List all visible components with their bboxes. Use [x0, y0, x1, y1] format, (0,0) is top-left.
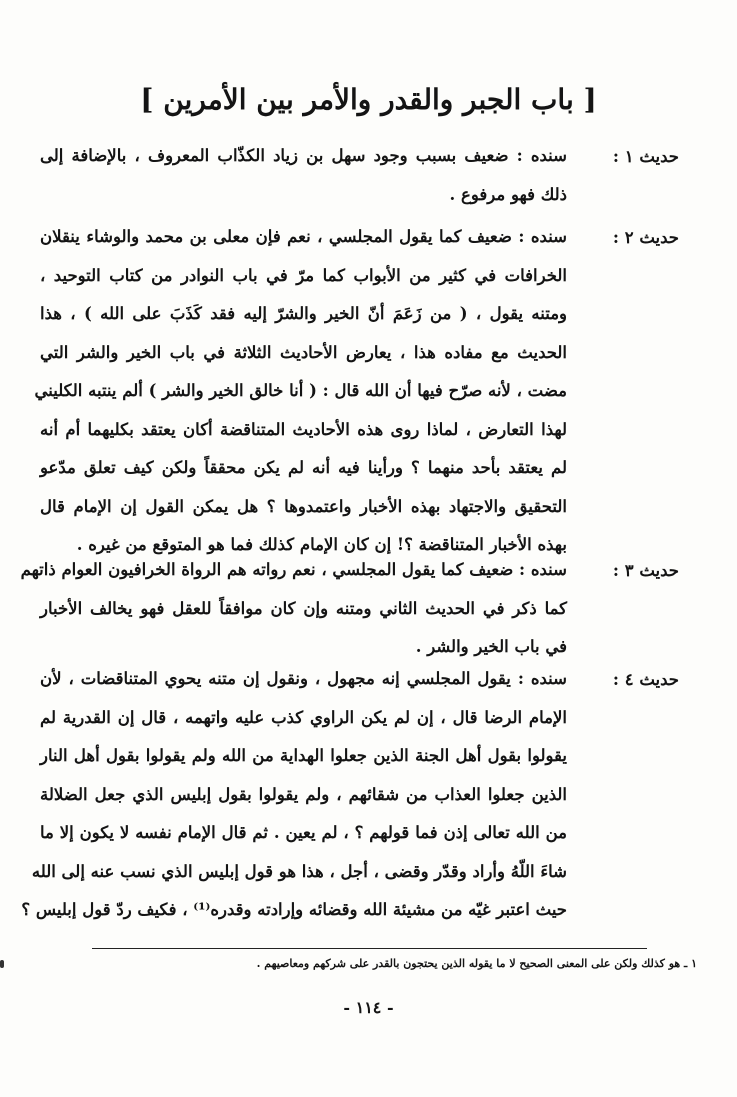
text-line: سنده : يقول المجلسي إنه مجهول ، ونقول إن متنه يحوي المتناقضات ، لأن: [40, 669, 567, 688]
hadith-1: [40, 137, 679, 214]
text-line: التحقيق والاجتهاد بهذه الأخبار واعتمدوها ؟ هل يمكن القول إن الإمام قال: [40, 496, 567, 516]
text-line: ومتنه يقول ، ( من زَعَمَ أنّ الخير والشرّ إليه فقد كَذَبَ على الله ) ، هذا: [40, 304, 567, 323]
footnote: ١ ـ هو كذلك ولكن على المعنى الصحيح لا ما يقوله الذين يحتجون بالقدر على شركهم ومعاصيهم .: [256, 957, 697, 970]
hadith-label: حديث ٢ :: [612, 228, 679, 247]
text-line: لم يعتقد بأحد منهما ؟ ورأينا فيه أنه لم يكن محققاً ولكن كيف تعلق مدّعو: [40, 458, 567, 477]
text-line: سنده : ضعيف كما يقول المجلسي ، نعم رواته هم الرواة الخرافيون العوام ذاتهم: [20, 560, 567, 579]
text-line: يقولوا بقول أهل الجنة الذين جعلوا الهداية من الله ولم يقولوا بقول أهل النار: [40, 746, 567, 765]
text-line: من الله تعالى إذن فما قولهم ؟ ، لم يعين . ثم قال الإمام نفسه لا يكون إلا ما: [40, 823, 567, 842]
text-line: الخرافات في كثير من الأبواب كما مرّ في باب النوادر من كتاب التوحيد ،: [40, 265, 567, 285]
hadith-2: [34, 218, 679, 565]
text-line: كما ذكر في الحديث الثاني ومتنه وإن كان موافقاً للعقل فهو يخالف الأخبار: [40, 598, 567, 618]
hadith-text: [34, 218, 679, 565]
text-line: شاءَ اللّهُ وأراد وقدّر وقضى ، أجل ، هذا هو قول إبليس الذي نسب عنه إلى الله: [31, 861, 567, 881]
text-line: بهذه الأخبار المتناقضة ؟! إن كان الإمام كذلك فما هو المتوقع من غيره .: [76, 535, 567, 554]
text-line: سنده : ضعيف كما يقول المجلسي ، نعم فإن معلى بن محمد والوشاء ينقلان: [40, 227, 567, 246]
hadith-label: حديث ٤ :: [612, 670, 679, 689]
hadith-3: [20, 551, 679, 667]
text-line: سنده : ضعيف بسبب وجود سهل بن زياد الكذّاب المعروف ، بالإضافة إلى: [40, 146, 567, 165]
text-line: ذلك فهو مرفوع .: [449, 184, 567, 204]
scan-mark: [0, 960, 4, 968]
text-line: الحديث مع مفاده هذا ، يعارض الأحاديث الثلاثة في باب الخير والشر التي: [40, 342, 567, 362]
text-line: حيث اعتبر غيّه من مشيئة الله وقضائه وإرادته وقدره⁽¹⁾ ، فكيف ردّ قول إبليس ؟: [21, 900, 567, 919]
footnote-divider: [92, 948, 647, 949]
hadith-text: [21, 660, 679, 930]
text-line: في باب الخير والشر .: [415, 637, 567, 656]
text-line: لهذا التعارض ، لماذا روى هذه الأحاديث المتناقضة أكان يعتقد بكليهما أم أنه: [40, 419, 567, 439]
page-number: - ١١٤ -: [343, 998, 394, 1017]
chapter-title: [ باب الجبر والقدر والأمر بين الأمرين ]: [140, 83, 597, 116]
text-line: الذين جعلوا العذاب من شقائهم ، ولم يقولوا بقول إبليس الذي جعل الضلالة: [40, 784, 567, 804]
text-line: مضت ، لأنه صرّح فيها أن الله قال : ( أنا خالق الخير والشر ) ألم ينتبه الكليني: [34, 381, 567, 400]
text-line: الإمام الرضا قال ، إن لم يكن الراوي كذب عليه واتهمه ، قال إن القدرية لم: [40, 707, 567, 727]
hadith-4: [21, 660, 679, 930]
hadith-label: حديث ٣ :: [612, 561, 679, 580]
hadith-label: حديث ١ :: [612, 147, 679, 166]
